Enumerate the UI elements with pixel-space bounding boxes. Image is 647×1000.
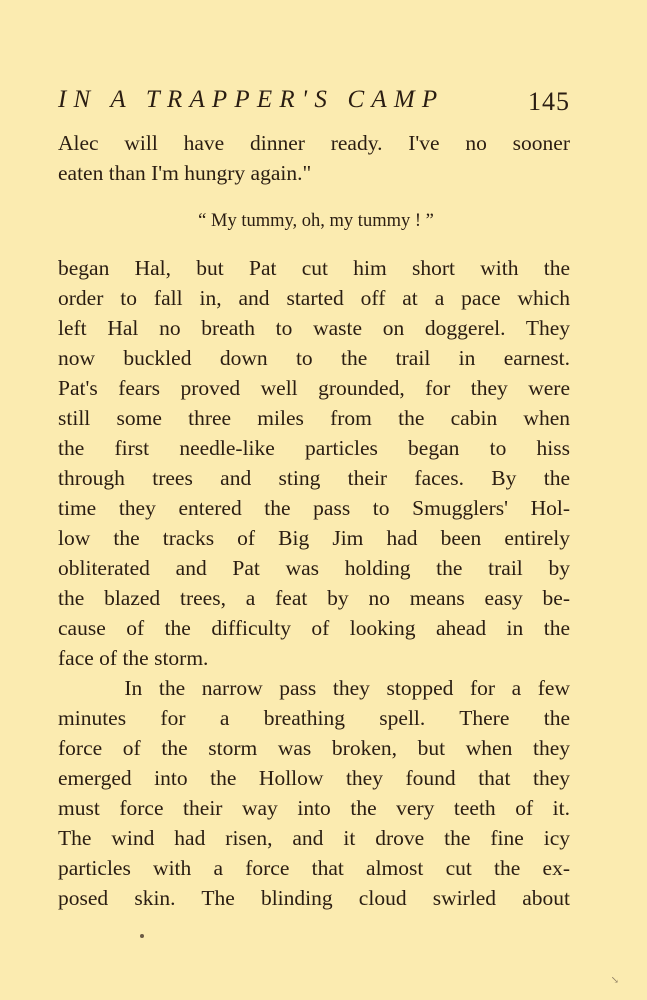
text-line: through trees and sting their faces. By the: [58, 466, 570, 490]
text-line: Pat's fears proved well grounded, for they were: [58, 376, 570, 400]
text-line: the first needle-like particles began to hiss: [58, 436, 570, 460]
running-header: [58, 86, 570, 120]
text-line: time they entered the pass to Smugglers' Hol-: [58, 496, 570, 520]
text-line: cause of the difficulty of looking ahead in the: [58, 616, 570, 640]
text-line: emerged into the Hollow they found that they: [58, 766, 570, 790]
text-line: minutes for a breathing spell. There the: [58, 706, 570, 730]
text-line: face of the storm.: [58, 646, 209, 670]
text-line: the blazed trees, a feat by no means easy be-: [58, 586, 570, 610]
text-line: now buckled down to the trail in earnest.: [58, 346, 570, 370]
verse-line: “ My tummy, oh, my tummy ! ”: [198, 211, 434, 231]
ink-speck: [140, 934, 144, 938]
text-line: order to fall in, and started off at a pace which: [58, 286, 570, 310]
text-line: Alec will have dinner ready. I've no sooner: [58, 131, 570, 155]
running-title: IN A TRAPPER'S CAMP: [58, 86, 445, 113]
text-line: In the narrow pass they stopped for a few: [58, 676, 570, 700]
text-line: must force their way into the very teeth of it.: [58, 796, 570, 820]
text-line: eaten than I'm hungry again.": [58, 161, 312, 185]
text-line: obliterated and Pat was holding the trail by: [58, 556, 570, 580]
text-line: The wind had risen, and it drove the fine icy: [58, 826, 570, 850]
corner-smudge: ↘: [610, 975, 619, 986]
text-line: began Hal, but Pat cut him short with the: [58, 256, 570, 280]
text-line: left Hal no breath to waste on doggerel. They: [58, 316, 570, 340]
text-line: particles with a force that almost cut the ex-: [58, 856, 570, 880]
body-text: [58, 128, 570, 913]
text-line: still some three miles from the cabin when: [58, 406, 570, 430]
text-line: posed skin. The blinding cloud swirled about: [58, 886, 570, 910]
text-line: low the tracks of Big Jim had been entirely: [58, 526, 570, 550]
page-number: 145: [528, 87, 570, 116]
text-line: force of the storm was broken, but when they: [58, 736, 570, 760]
